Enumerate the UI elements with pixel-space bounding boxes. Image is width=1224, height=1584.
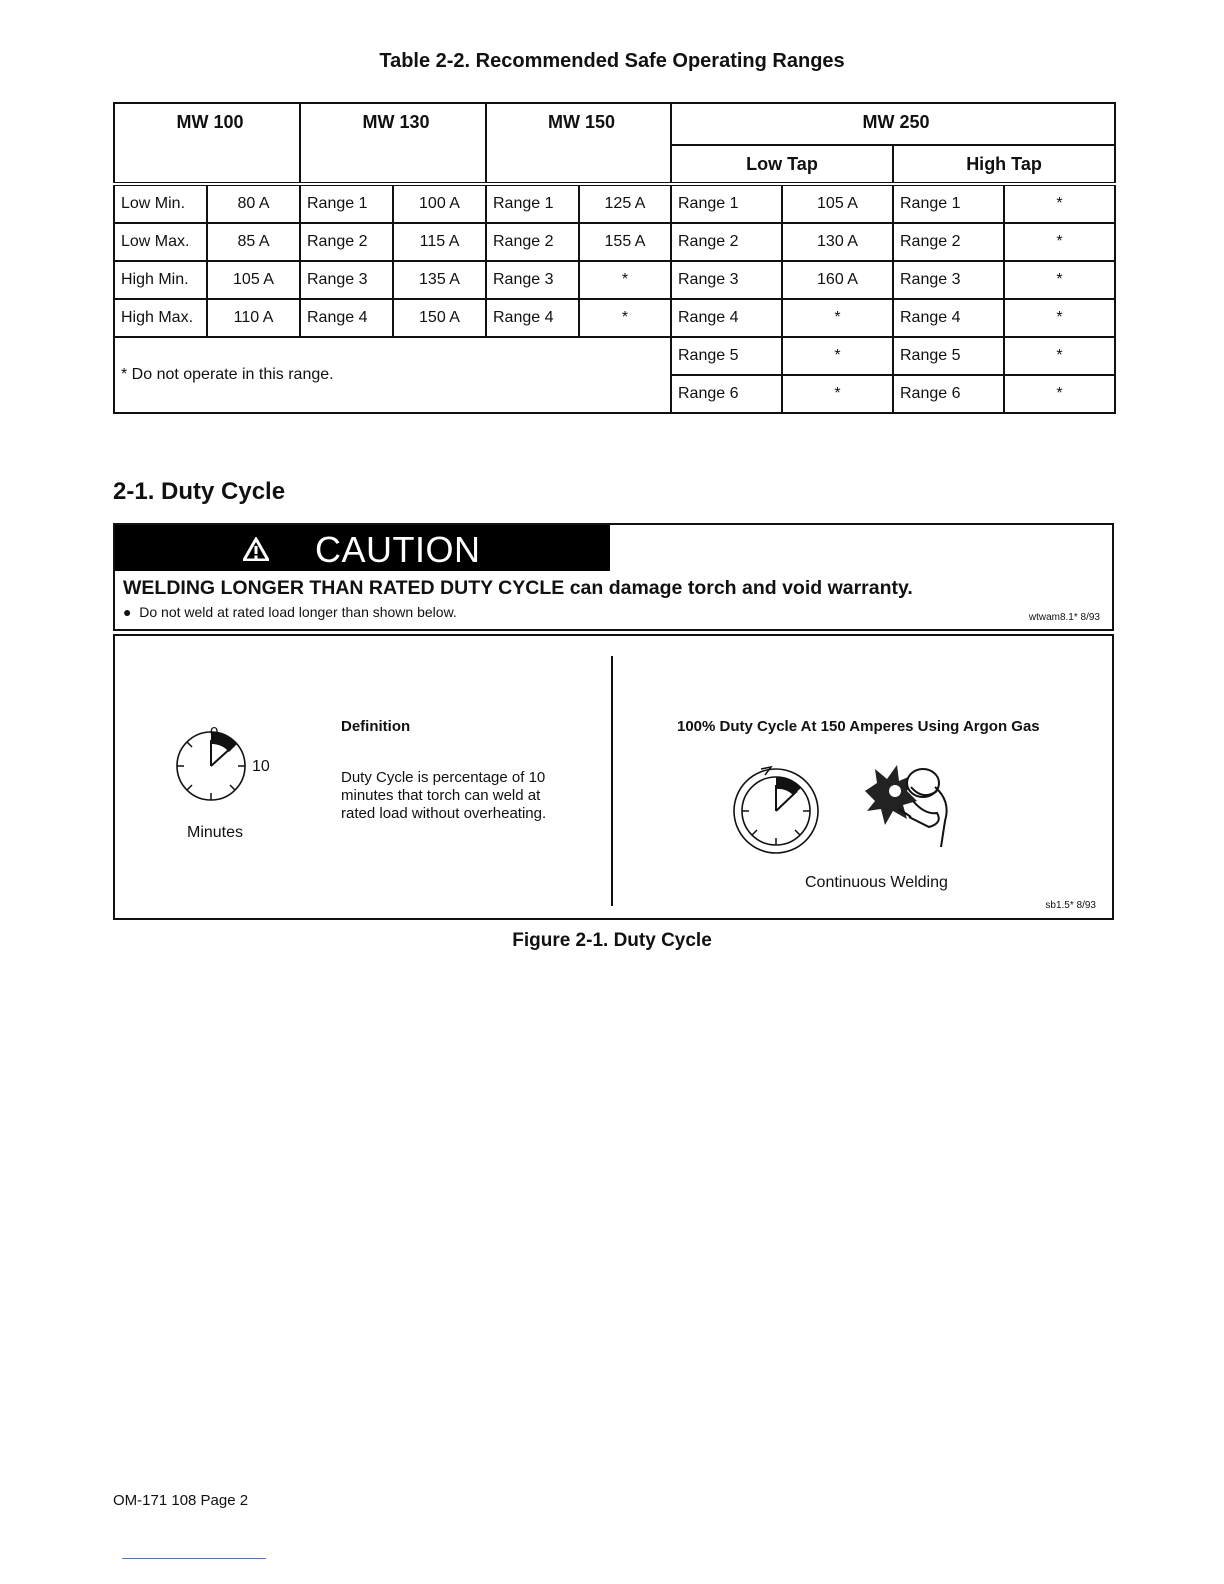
tap-header-high: High Tap (893, 145, 1115, 184)
table-cell: Range 4 (300, 299, 393, 337)
table-cell: Range 1 (671, 184, 782, 223)
table-cell: 135 A (393, 261, 486, 299)
figure-caption: Figure 2-1. Duty Cycle (512, 930, 712, 951)
table-cell: Range 3 (300, 261, 393, 299)
table-cell: Range 2 (300, 223, 393, 261)
table-cell: Range 6 (671, 375, 782, 413)
model-header-mw150: MW 150 (486, 103, 671, 184)
table-cell: 100 A (393, 184, 486, 223)
table-cell: * (1004, 184, 1115, 223)
caution-label: CAUTION (315, 529, 481, 570)
table-cell: Range 4 (486, 299, 579, 337)
table-cell: * (1004, 375, 1115, 413)
safe-operating-ranges-table (113, 102, 1116, 414)
table-cell: * (579, 261, 671, 299)
table-cell: 160 A (782, 261, 893, 299)
table-cell: Range 5 (893, 337, 1004, 375)
table-cell: 85 A (207, 223, 300, 261)
model-header-mw250: MW 250 (671, 103, 1115, 145)
table-cell: Low Max. (114, 223, 207, 261)
table-cell: 155 A (579, 223, 671, 261)
table-cell: * (1004, 337, 1115, 375)
table-row (114, 223, 1115, 261)
figure-divider (611, 656, 613, 906)
bullet-icon: ● (123, 604, 140, 620)
table-cell: Range 2 (486, 223, 579, 261)
table-row (114, 261, 1115, 299)
page-footer: OM-171 108 Page 2 (113, 1492, 249, 1509)
caution-box (113, 523, 1114, 631)
table-footnote: * Do not operate in this range. (114, 337, 671, 413)
definition-title: Definition (341, 718, 411, 735)
table-cell: Range 1 (300, 184, 393, 223)
table-cell: * (1004, 223, 1115, 261)
model-header-mw100: MW 100 (114, 103, 300, 184)
table-cell: 125 A (579, 184, 671, 223)
table-cell: 105 A (207, 261, 300, 299)
table-cell: Range 4 (671, 299, 782, 337)
model-header-mw130: MW 130 (300, 103, 486, 184)
duty-cycle-title: 100% Duty Cycle At 150 Amperes Using Argon Gas (677, 718, 1040, 735)
table-cell: * (579, 299, 671, 337)
table-cell: High Max. (114, 299, 207, 337)
table-cell: Range 1 (486, 184, 579, 223)
caution-banner (115, 525, 610, 571)
table-cell: Range 6 (893, 375, 1004, 413)
table-cell: 150 A (393, 299, 486, 337)
table-cell: * (782, 375, 893, 413)
table-cell: * (1004, 299, 1115, 337)
table-cell: Range 4 (893, 299, 1004, 337)
table-cell: 105 A (782, 184, 893, 223)
table-row (114, 337, 1115, 375)
table-cell: 130 A (782, 223, 893, 261)
table-title: Table 2-2. Recommended Safe Operating Ranges (379, 50, 845, 72)
table-cell: 115 A (393, 223, 486, 261)
clock-end-label: 10 (252, 758, 270, 775)
table-row (114, 184, 1115, 223)
table-cell: Range 2 (893, 223, 1004, 261)
table-cell: * (782, 337, 893, 375)
welder-icon (855, 761, 955, 851)
figure-code: sb1.5* 8/93 (1045, 900, 1096, 911)
footer-rule (122, 1558, 266, 1559)
continuous-clock-icon (731, 761, 831, 861)
tap-header-low: Low Tap (671, 145, 893, 184)
table-cell: Range 3 (893, 261, 1004, 299)
section-title: 2-1. Duty Cycle (113, 478, 286, 505)
table-cell: Range 2 (671, 223, 782, 261)
caution-bullet (123, 604, 457, 620)
model-header-row (114, 103, 1115, 145)
table-row (114, 299, 1115, 337)
table-cell: Range 5 (671, 337, 782, 375)
definition-text: Duty Cycle is percentage of 10 minutes that torch can weld at rated load without overheating. (341, 769, 547, 822)
table-cell: Range 3 (486, 261, 579, 299)
table-cell: * (1004, 261, 1115, 299)
table-cell: * (782, 299, 893, 337)
caution-code: wtwam8.1* 8/93 (1028, 612, 1100, 623)
duty-cycle-figure (113, 634, 1114, 920)
warning-triangle-icon (243, 537, 269, 561)
table-cell: Range 1 (893, 184, 1004, 223)
table-cell: Range 3 (671, 261, 782, 299)
clock-unit-label: Minutes (187, 824, 244, 841)
table-cell: Low Min. (114, 184, 207, 223)
caution-headline: WELDING LONGER THAN RATED DUTY CYCLE can damage torch and void warranty. (123, 577, 913, 599)
clock-start-label: 0 (210, 724, 219, 741)
caution-bullet-text: Do not weld at rated load longer than shown below. (139, 604, 457, 620)
continuous-welding-label: Continuous Welding (805, 874, 948, 891)
table-cell: High Min. (114, 261, 207, 299)
table-cell: 110 A (207, 299, 300, 337)
table-cell: 80 A (207, 184, 300, 223)
